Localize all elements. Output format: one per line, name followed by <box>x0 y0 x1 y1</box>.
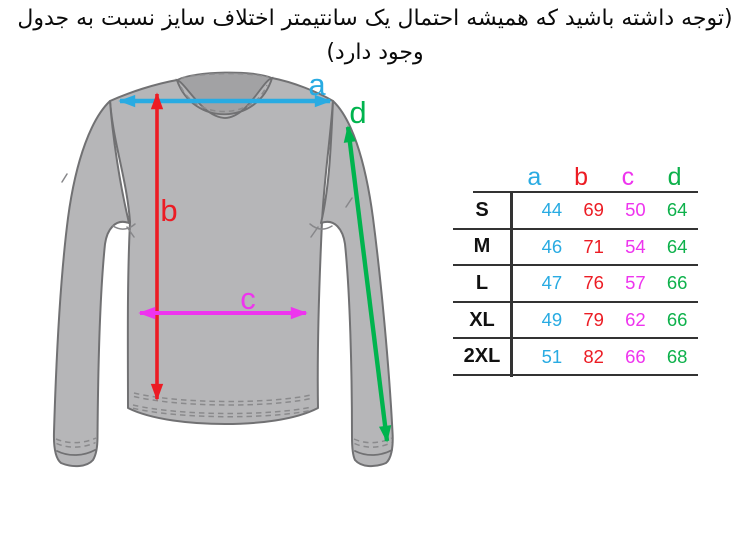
value-b: 82 <box>583 345 604 367</box>
value-d: 66 <box>666 309 688 331</box>
table-row-xl <box>453 303 698 340</box>
table-row-2xl <box>453 339 698 376</box>
value-c: 57 <box>625 272 646 294</box>
value-b: 71 <box>583 235 604 257</box>
value-b: 79 <box>583 309 604 331</box>
value-b: 69 <box>583 199 604 221</box>
value-d: 68 <box>666 345 688 367</box>
value-c: 66 <box>625 345 646 367</box>
size-label: S <box>475 198 489 221</box>
label-c: c <box>240 281 256 316</box>
column-header-a: a <box>527 163 542 191</box>
shirt-body <box>110 78 333 424</box>
note-text: (توجه داشته باشید که همیشه احتمال یک سانتیمتر اختلاف سایز نسبت به جدول وجود دارد) <box>17 6 733 65</box>
value-d: 64 <box>666 235 688 257</box>
value-c: 62 <box>625 309 646 331</box>
size-table <box>453 163 698 376</box>
column-header-d: d <box>667 163 682 191</box>
value-a: 46 <box>541 235 563 257</box>
label-b: b <box>160 193 178 228</box>
value-c: 50 <box>625 199 646 221</box>
value-a: 47 <box>541 272 563 294</box>
value-a: 51 <box>541 345 563 367</box>
value-a: 44 <box>541 199 563 221</box>
table-row-l <box>453 266 698 303</box>
value-a: 49 <box>541 309 563 331</box>
table-row-m <box>453 230 698 267</box>
value-b: 76 <box>583 272 604 294</box>
value-d: 64 <box>666 199 688 221</box>
value-d: 66 <box>666 272 688 294</box>
label-a: a <box>308 67 326 102</box>
value-c: 54 <box>625 235 646 257</box>
size-table-header <box>473 163 698 193</box>
label-d: d <box>349 95 367 130</box>
size-label: XL <box>469 308 495 331</box>
left-sleeve <box>54 101 129 466</box>
size-label: M <box>473 235 491 258</box>
size-label: L <box>475 271 489 294</box>
column-header-b: b <box>574 163 589 191</box>
table-vertical-divider <box>510 191 513 377</box>
table-row-s <box>453 193 698 230</box>
size-label: 2XL <box>463 345 501 368</box>
column-header-c: c <box>621 163 635 191</box>
